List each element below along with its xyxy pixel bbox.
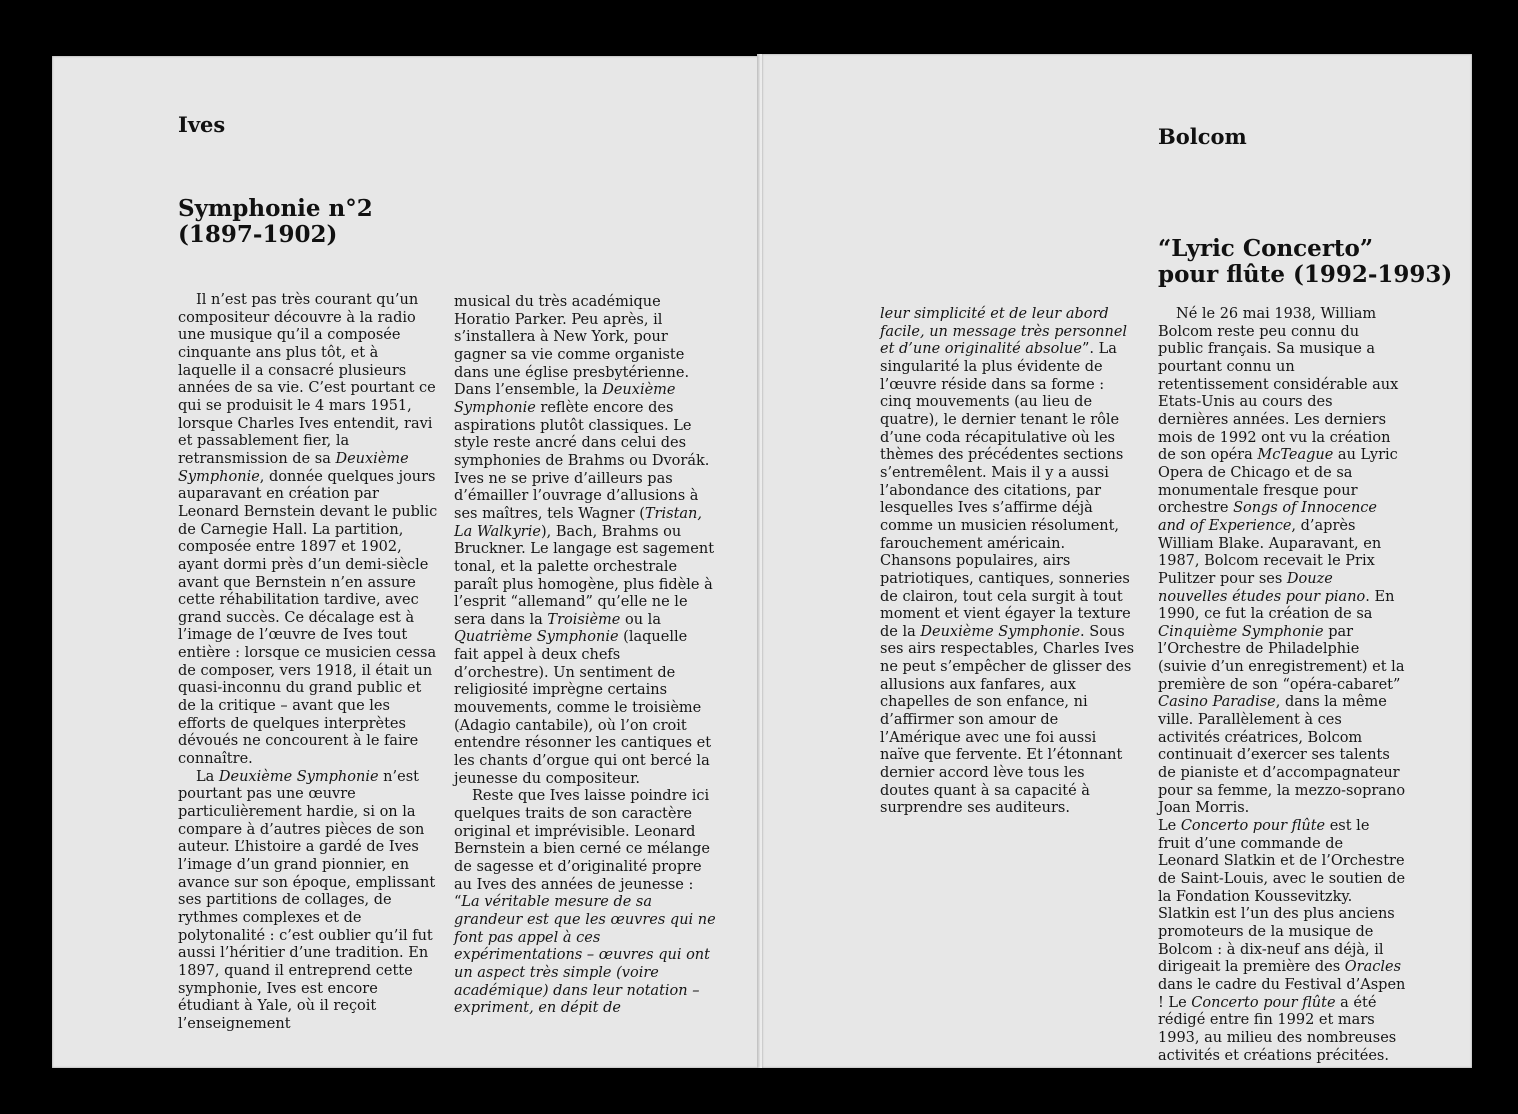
work-title-line1: Symphonie n°2	[178, 195, 373, 222]
paragraph: Il n’est pas très courant qu’un compositeur découvre à la radio une musique qu’il a composée cinquante ans plus tôt, et à laquelle il a consacré plusieurs années de sa vie. C’est pourtant ce qui se produisit le 4 mars 1951, lorsque Charles Ives entendit, ravi et passablement fier, la retransmission de sa Deuxième Symphonie, donnée quelques jours auparavant en création par Leonard Bernstein devant le public de Carnegie Hall. La partition, composée entre 1897 et 1902, ayant dormi près d’un demi-siècle avant que Bernstein n’en assure cette réhabilitation tardive, avec grand succès. Ce décalage est à l’image de l’œuvre de Ives tout entière : lorsque ce musicien cessa de composer, vers 1918, il était un quasi-inconnu du grand public et de la critique – avant que les efforts de quelques interprètes dévoués ne concourent à le faire connaître.	[178, 292, 438, 768]
composer-heading-ives: Ives	[178, 112, 226, 137]
work-title-line2: (1897-1902)	[178, 221, 338, 248]
composer-heading-bolcom: Bolcom	[1158, 124, 1247, 149]
paragraph: musical du très académique Horatio Parker. Peu après, il s’installera à New York, pour gagner sa vie comme organiste dans une église presbytérienne. Dans l’ensemble, la Deuxième Symphonie reflète encore des aspirations plutôt classiques. Le style reste ancré dans celui des symphonies de Brahms ou Dvorák. Ives ne se prive d’ailleurs pas d’émailler l’ouvrage d’allusions à ses maîtres, tels Wagner (Tristan, La Walkyrie), Bach, Brahms ou Bruckner. Le langage est sagement tonal, et la palette orchestrale paraît plus homogène, plus fidèle à l’esprit “allemand” qu’elle ne le sera dans la Troisième ou la Quatrième Symphonie (laquelle fait appel à deux chefs d’orchestre). Un sentiment de religiosité imprègne certains mouvements, comme le troisième (Adagio cantabile), où l’on croit entendre résonner les cantiques et les chants d’orgue qui ont bercé la jeunesse du compositeur.	[454, 294, 715, 787]
text-column-4	[1158, 306, 1406, 1065]
right-page	[762, 54, 1472, 1068]
text-column-2	[454, 294, 716, 1018]
work-title-line1: “Lyric Concerto”	[1158, 235, 1374, 262]
paragraph: La Deuxième Symphonie n’est pourtant pas une œuvre particulièrement hardie, si on la compare à d’autres pièces de son auteur. L’histoire a gardé de Ives l’image d’un grand pionnier, en avance sur son époque, emplissant ses partitions de collages, de rythmes complexes et de polytonalité : c’est oublier qu’il fut aussi l’héritier d’une tradition. En 1897, quand il entreprend cette symphonie, Ives est encore étudiant à Yale, où il reçoit l’enseignement	[178, 768, 436, 1032]
work-title-ives	[178, 196, 373, 248]
work-title-line2: pour flûte (1992-1993)	[1158, 261, 1453, 288]
work-title-bolcom	[1158, 236, 1452, 288]
text-column-1	[178, 292, 438, 1034]
paragraph: Le Concerto pour flûte est le fruit d’une commande de Leonard Slatkin et de l’Orchestre de Saint-Louis, avec le soutien de la Fondation Koussevitzky. Slatkin est l’un des plus anciens promoteurs de la musique de Bolcom : à dix-neuf ans déjà, il dirigeait la première des Oracles dans le cadre du Festival d’Aspen ! Le Concerto pour flûte a été rédigé entre fin 1992 et mars 1993, au milieu des nombreuses activités et créations précitées.	[1158, 818, 1406, 1064]
paragraph: Né le 26 mai 1938, William Bolcom reste peu connu du public français. Sa musique a pourtant connu un retentissement considérable aux Etats-Unis au cours des dernières années. Les derniers mois de 1992 ont vu la création de son opéra McTeague au Lyric Opera de Chicago et de sa monumentale fresque pour orchestre Songs of Innocence and of Experience, d’après William Blake. Auparavant, en 1987, Bolcom recevait le Prix Pulitzer pour ses Douze nouvelles études pour piano. En 1990, ce fut la création de sa Cinquième Symphonie par l’Orchestre de Philadelphie (suivie d’un enregistrement) et la première de son “opéra-cabaret” Casino Paradise, dans la même ville. Parallèlement à ces activités créatrices, Bolcom continuait d’exercer ses talents de pianiste et d’accompagnateur pour sa femme, la mezzo-soprano Joan Morris.	[1158, 306, 1406, 817]
paragraph: Reste que Ives laisse poindre ici quelques traits de son caractère original et imprévisible. Leonard Bernstein a bien cerné ce mélange de sagesse et d’originalité propre au Ives des années de jeunesse : “La véritable mesure de sa grandeur est que les œuvres qui ne font pas appel à ces expérimentations – œuvres qui ont un aspect très simple (voire académique) dans leur notation – expriment, en dépit de	[454, 788, 716, 1017]
left-page	[52, 56, 760, 1068]
text-column-3	[880, 306, 1138, 818]
paragraph: leur simplicité et de leur abord facile, un message très personnel et d’une originalité absolue”. La singularité la plus évidente de l’œuvre réside dans sa forme : cinq mouvements (au lieu de quatre), le dernier tenant le rôle d’une coda récapitulative où les thèmes des précédentes sections s’entremêlent. Mais il y a aussi l’abondance des citations, par lesquelles Ives s’affirme déjà comme un musicien résolument, farouchement américain. Chansons populaires, airs patriotiques, cantiques, sonneries de clairon, tout cela surgit à tout moment et vient égayer la texture de la Deuxième Symphonie. Sous ses airs respectables, Charles Ives ne peut s’empêcher de glisser des allusions aux fanfares, aux chapelles de son enfance, ni d’affirmer son amour de l’Amérique avec une foi aussi naïve que fervente. Et l’étonnant dernier accord lève tous les doutes quant à sa capacité à surprendre ses auditeurs.	[880, 306, 1135, 817]
